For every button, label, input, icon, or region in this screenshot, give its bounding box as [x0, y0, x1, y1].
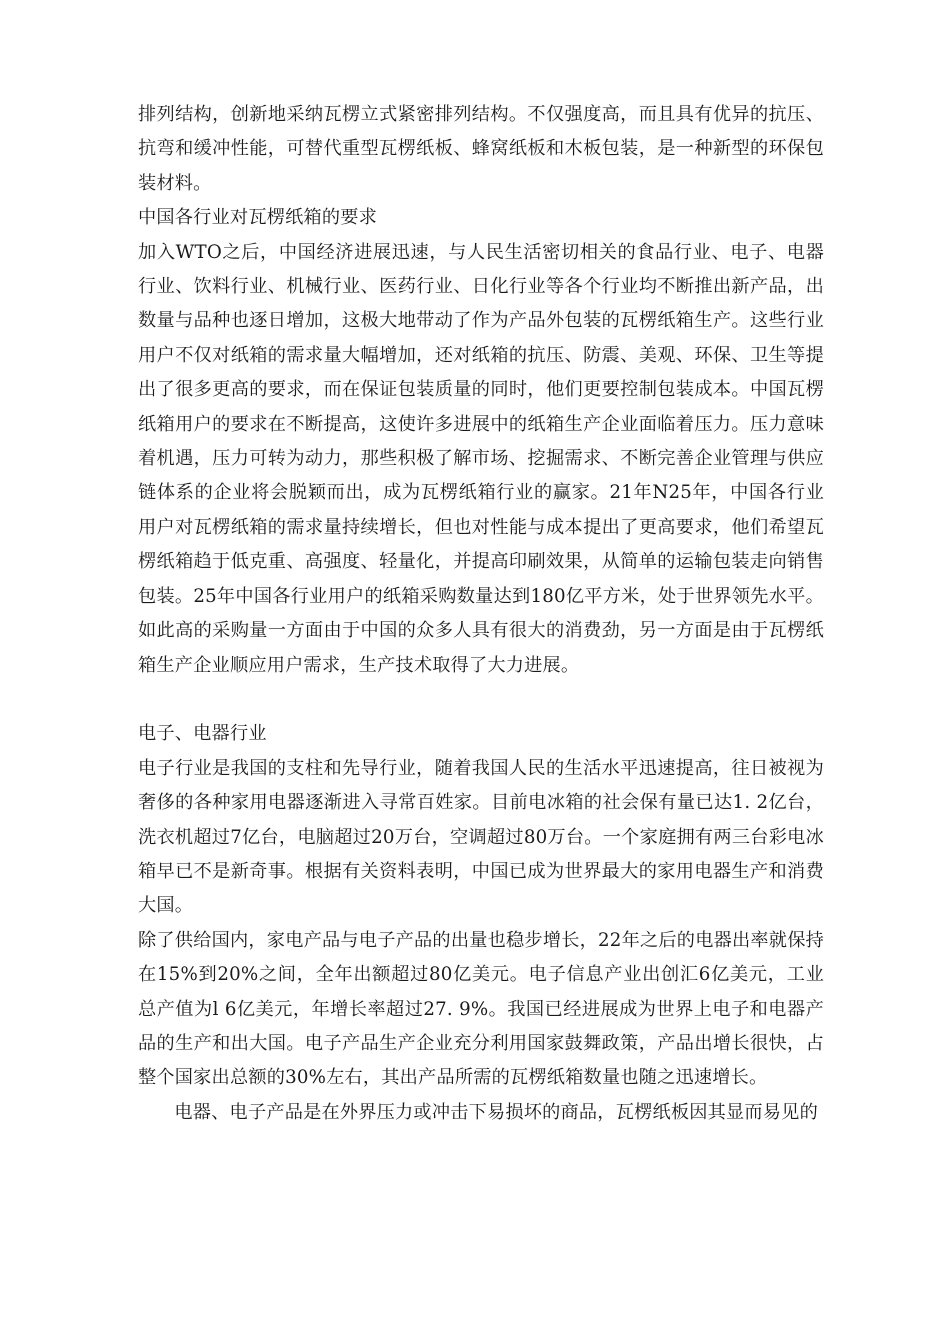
paragraph-fragility: 电器、电子产品是在外界压力或冲击下易损坏的商品，瓦楞纸板因其显而易见的	[174, 1101, 818, 1123]
section-heading-requirements: 中国各行业对瓦楞纸箱的要求	[138, 207, 378, 229]
section-heading-electronics: 电子、电器行业	[138, 723, 267, 745]
blank-line	[138, 683, 824, 717]
document-page	[138, 98, 824, 1130]
paragraph-intro: 排列结构，创新地采纳瓦楞立式紧密排列结构。不仅强度高，而且具有优异的抗压、抗弯和缓冲性能，可替代重型瓦楞纸板、蜂窝纸板和木板包装，是一种新型的环保包装材料。	[138, 104, 824, 194]
paragraph-industry-requirements: 加入WTO之后，中国经济进展迅速，与人民生活密切相关的食品行业、电子、电器行业、饮料行业、机械行业、医药行业、日化行业等各个行业均不断推出新产品，出数量与品种也逐日增加，这极大地带动了作为产品外包装的瓦楞纸箱生产。这些行业用户不仅对纸箱的需求量大幅增加，还对纸箱的抗压、防震、美观、环保、卫生等提出了很多更高的要求，而在保证包装质量的同时，他们更要控制包装成本。中国瓦楞纸箱用户的要求在不断提高，这使许多进展中的纸箱生产企业面临着压力。压力意味着机遇，压力可转为动力，那些积极了解市场、挖掘需求、不断完善企业管理与供应链体系的企业将会脱颖而出，成为瓦楞纸箱行业的赢家。21年N25年，中国各行业用户对瓦楞纸箱的需求量持续增长，但也对性能与成本提出了更高要求，他们希望瓦楞纸箱趋于低克重、高强度、轻量化，并提高印刷效果，从简单的运输包装走向销售包装。25年中国各行业用户的纸箱采购数量达到180亿平方米，处于世界领先水平。如此高的采购量一方面由于中国的众多人具有很大的消费劲，另一方面是由于瓦楞纸箱生产企业顺应用户需求，生产技术取得了大力进展。	[138, 241, 824, 676]
paragraph-electronics-industry: 电子行业是我国的支柱和先导行业，随着我国人民的生活水平迅速提高，往日被视为奢侈的各种家用电器逐渐进入寻常百姓家。目前电冰箱的社会保有量已达1. 2亿台，洗衣机超过7亿台，电脑超过20万台，空调超过80万台。一个家庭拥有两三台彩电冰箱早已不是新奇事。根据有关资料表明，中国已成为世界最大的家用电器生产和消费大国。	[138, 757, 824, 917]
paragraph-exports: 除了供给国内，家电产品与电子产品的出量也稳步增长，22年之后的电器出率就保持在15%到20%之间，全年出额超过80亿美元。电子信息产业出创汇6亿美元，工业总产值为l 6亿美元，年增长率超过27. 9%。我国已经进展成为世界上电子和电器产品的生产和出大国。电子产品生产企业充分利用国家鼓舞政策，产品出增长很快，占整个国家出总额的30%左右，其出产品所需的瓦楞纸箱数量也随之迅速增长。	[138, 929, 824, 1089]
